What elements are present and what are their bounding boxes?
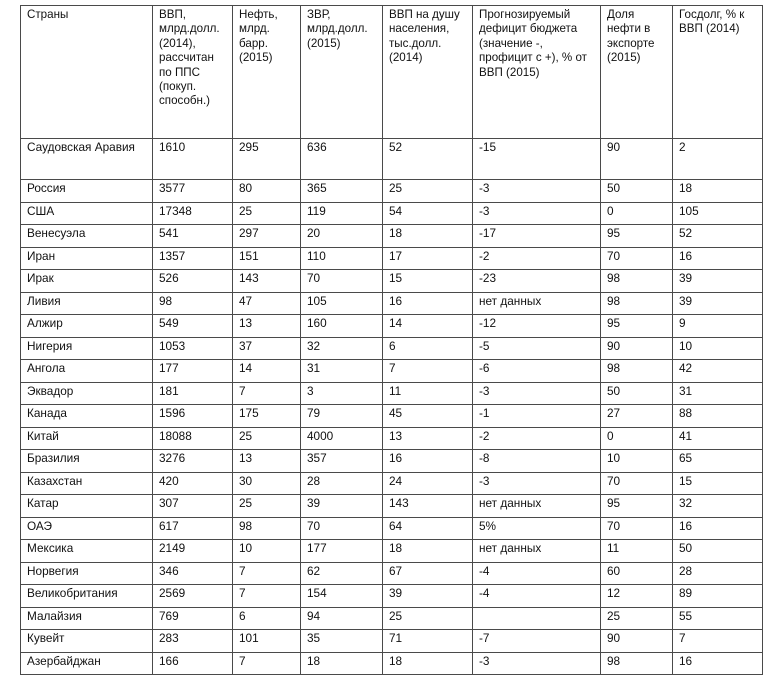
cell-gdp_pc: 25 <box>383 180 473 203</box>
column-header-deficit: Прогнозируемый дефицит бюджета (значение -, профицит с +), % от ВВП (2015) <box>473 6 601 139</box>
table-row <box>21 540 763 563</box>
cell-deficit: -12 <box>473 315 601 338</box>
cell-deficit: -2 <box>473 247 601 270</box>
cell-gdp_ppp: 541 <box>153 225 233 248</box>
cell-debt: 39 <box>673 270 763 293</box>
cell-deficit: -6 <box>473 360 601 383</box>
cell-gdp_ppp: 2149 <box>153 540 233 563</box>
cell-gdp_pc: 6 <box>383 337 473 360</box>
cell-reserves: 70 <box>301 517 383 540</box>
cell-gdp_pc: 16 <box>383 450 473 473</box>
cell-oil_share: 95 <box>601 315 673 338</box>
cell-gdp_ppp: 3276 <box>153 450 233 473</box>
cell-deficit: -3 <box>473 382 601 405</box>
cell-oil_share: 95 <box>601 495 673 518</box>
column-header-gdp_pc: ВВП на душу населения, тыс.долл. (2014) <box>383 6 473 139</box>
column-header-country: Страны <box>21 6 153 139</box>
cell-country: Алжир <box>21 315 153 338</box>
cell-debt: 16 <box>673 652 763 675</box>
cell-oil_share: 50 <box>601 180 673 203</box>
cell-deficit: -4 <box>473 585 601 608</box>
cell-gdp_ppp: 1596 <box>153 405 233 428</box>
cell-gdp_ppp: 177 <box>153 360 233 383</box>
cell-reserves: 28 <box>301 472 383 495</box>
cell-oil: 13 <box>233 315 301 338</box>
table-row <box>21 585 763 608</box>
cell-country: Казахстан <box>21 472 153 495</box>
cell-country: Мексика <box>21 540 153 563</box>
table-row <box>21 360 763 383</box>
cell-gdp_ppp: 181 <box>153 382 233 405</box>
cell-debt: 28 <box>673 562 763 585</box>
cell-oil: 25 <box>233 495 301 518</box>
cell-debt: 32 <box>673 495 763 518</box>
table-row <box>21 405 763 428</box>
cell-oil_share: 70 <box>601 247 673 270</box>
cell-deficit: -7 <box>473 630 601 653</box>
cell-debt: 41 <box>673 427 763 450</box>
cell-reserves: 177 <box>301 540 383 563</box>
column-header-debt: Госдолг, % к ВВП (2014) <box>673 6 763 139</box>
cell-oil_share: 90 <box>601 630 673 653</box>
data-table-container <box>20 5 762 668</box>
cell-debt: 7 <box>673 630 763 653</box>
cell-oil: 6 <box>233 607 301 630</box>
cell-oil_share: 98 <box>601 270 673 293</box>
table-row <box>21 630 763 653</box>
cell-oil: 25 <box>233 427 301 450</box>
cell-country: Саудовская Аравия <box>21 139 153 180</box>
cell-deficit: -15 <box>473 139 601 180</box>
cell-gdp_ppp: 283 <box>153 630 233 653</box>
cell-oil_share: 70 <box>601 472 673 495</box>
cell-reserves: 357 <box>301 450 383 473</box>
cell-oil: 14 <box>233 360 301 383</box>
cell-debt: 89 <box>673 585 763 608</box>
cell-gdp_pc: 16 <box>383 292 473 315</box>
table-row <box>21 270 763 293</box>
cell-reserves: 4000 <box>301 427 383 450</box>
cell-oil_share: 98 <box>601 292 673 315</box>
cell-deficit: -5 <box>473 337 601 360</box>
cell-debt: 65 <box>673 450 763 473</box>
cell-country: Эквадор <box>21 382 153 405</box>
cell-gdp_pc: 13 <box>383 427 473 450</box>
cell-oil: 175 <box>233 405 301 428</box>
cell-deficit <box>473 607 601 630</box>
cell-reserves: 79 <box>301 405 383 428</box>
table-row <box>21 607 763 630</box>
table-header <box>21 6 763 139</box>
cell-gdp_ppp: 769 <box>153 607 233 630</box>
cell-oil_share: 98 <box>601 652 673 675</box>
cell-oil: 101 <box>233 630 301 653</box>
cell-oil: 297 <box>233 225 301 248</box>
cell-reserves: 62 <box>301 562 383 585</box>
cell-deficit: 5% <box>473 517 601 540</box>
cell-oil_share: 60 <box>601 562 673 585</box>
table-row <box>21 337 763 360</box>
cell-oil_share: 50 <box>601 382 673 405</box>
cell-gdp_pc: 18 <box>383 540 473 563</box>
cell-country: Венесуэла <box>21 225 153 248</box>
cell-reserves: 20 <box>301 225 383 248</box>
cell-deficit: -3 <box>473 180 601 203</box>
cell-debt: 52 <box>673 225 763 248</box>
cell-deficit: нет данных <box>473 495 601 518</box>
table-row <box>21 202 763 225</box>
cell-reserves: 160 <box>301 315 383 338</box>
cell-deficit: -3 <box>473 202 601 225</box>
cell-gdp_ppp: 2569 <box>153 585 233 608</box>
cell-oil: 13 <box>233 450 301 473</box>
cell-gdp_pc: 15 <box>383 270 473 293</box>
cell-gdp_pc: 64 <box>383 517 473 540</box>
cell-debt: 9 <box>673 315 763 338</box>
cell-reserves: 154 <box>301 585 383 608</box>
cell-gdp_pc: 143 <box>383 495 473 518</box>
table-row <box>21 315 763 338</box>
cell-gdp_ppp: 17348 <box>153 202 233 225</box>
cell-deficit: -23 <box>473 270 601 293</box>
cell-reserves: 119 <box>301 202 383 225</box>
cell-debt: 50 <box>673 540 763 563</box>
table-body <box>21 139 763 675</box>
cell-gdp_pc: 39 <box>383 585 473 608</box>
cell-deficit: -2 <box>473 427 601 450</box>
cell-debt: 55 <box>673 607 763 630</box>
cell-country: Россия <box>21 180 153 203</box>
cell-country: Кувейт <box>21 630 153 653</box>
cell-debt: 2 <box>673 139 763 180</box>
cell-gdp_ppp: 420 <box>153 472 233 495</box>
cell-country: ОАЭ <box>21 517 153 540</box>
cell-reserves: 110 <box>301 247 383 270</box>
cell-country: Азербайджан <box>21 652 153 675</box>
cell-gdp_ppp: 346 <box>153 562 233 585</box>
cell-oil_share: 90 <box>601 139 673 180</box>
cell-debt: 10 <box>673 337 763 360</box>
cell-deficit: нет данных <box>473 540 601 563</box>
cell-country: Бразилия <box>21 450 153 473</box>
cell-oil: 98 <box>233 517 301 540</box>
table-row <box>21 495 763 518</box>
cell-gdp_pc: 45 <box>383 405 473 428</box>
cell-debt: 42 <box>673 360 763 383</box>
cell-gdp_ppp: 1053 <box>153 337 233 360</box>
cell-reserves: 70 <box>301 270 383 293</box>
cell-oil: 47 <box>233 292 301 315</box>
cell-reserves: 636 <box>301 139 383 180</box>
cell-debt: 105 <box>673 202 763 225</box>
column-header-oil: Нефть, млрд. барр. (2015) <box>233 6 301 139</box>
table-row <box>21 382 763 405</box>
table-row <box>21 562 763 585</box>
cell-oil: 7 <box>233 652 301 675</box>
cell-gdp_ppp: 307 <box>153 495 233 518</box>
cell-oil_share: 11 <box>601 540 673 563</box>
cell-deficit: -3 <box>473 472 601 495</box>
cell-oil: 295 <box>233 139 301 180</box>
cell-country: Великобритания <box>21 585 153 608</box>
cell-gdp_pc: 18 <box>383 225 473 248</box>
cell-debt: 16 <box>673 247 763 270</box>
cell-debt: 31 <box>673 382 763 405</box>
cell-debt: 39 <box>673 292 763 315</box>
cell-gdp_pc: 52 <box>383 139 473 180</box>
cell-deficit: -3 <box>473 652 601 675</box>
cell-oil: 37 <box>233 337 301 360</box>
table-row <box>21 517 763 540</box>
cell-oil_share: 0 <box>601 202 673 225</box>
table-row <box>21 247 763 270</box>
cell-debt: 16 <box>673 517 763 540</box>
cell-oil_share: 70 <box>601 517 673 540</box>
cell-gdp_pc: 7 <box>383 360 473 383</box>
cell-oil: 143 <box>233 270 301 293</box>
cell-country: Китай <box>21 427 153 450</box>
cell-country: Ливия <box>21 292 153 315</box>
cell-reserves: 365 <box>301 180 383 203</box>
cell-oil: 80 <box>233 180 301 203</box>
table-row <box>21 292 763 315</box>
cell-oil_share: 10 <box>601 450 673 473</box>
cell-oil: 7 <box>233 382 301 405</box>
cell-gdp_pc: 17 <box>383 247 473 270</box>
cell-reserves: 105 <box>301 292 383 315</box>
cell-oil: 25 <box>233 202 301 225</box>
cell-country: Иран <box>21 247 153 270</box>
cell-reserves: 39 <box>301 495 383 518</box>
cell-country: Малайзия <box>21 607 153 630</box>
table-row <box>21 427 763 450</box>
cell-oil: 151 <box>233 247 301 270</box>
cell-gdp_pc: 14 <box>383 315 473 338</box>
cell-reserves: 94 <box>301 607 383 630</box>
table-row <box>21 652 763 675</box>
cell-gdp_pc: 71 <box>383 630 473 653</box>
table-row <box>21 180 763 203</box>
column-header-gdp_ppp: ВВП, млрд.долл. (2014), рассчитан по ППС (покуп. способн.) <box>153 6 233 139</box>
cell-oil_share: 0 <box>601 427 673 450</box>
cell-country: Норвегия <box>21 562 153 585</box>
cell-oil_share: 12 <box>601 585 673 608</box>
cell-deficit: -17 <box>473 225 601 248</box>
cell-country: Канада <box>21 405 153 428</box>
cell-debt: 18 <box>673 180 763 203</box>
cell-country: Ирак <box>21 270 153 293</box>
table-row <box>21 225 763 248</box>
cell-gdp_pc: 18 <box>383 652 473 675</box>
cell-oil: 30 <box>233 472 301 495</box>
cell-oil_share: 25 <box>601 607 673 630</box>
cell-oil_share: 90 <box>601 337 673 360</box>
cell-gdp_ppp: 18088 <box>153 427 233 450</box>
cell-reserves: 3 <box>301 382 383 405</box>
cell-debt: 88 <box>673 405 763 428</box>
cell-gdp_pc: 67 <box>383 562 473 585</box>
cell-deficit: нет данных <box>473 292 601 315</box>
cell-deficit: -1 <box>473 405 601 428</box>
countries-oil-economy-table <box>20 5 763 675</box>
cell-gdp_ppp: 166 <box>153 652 233 675</box>
cell-reserves: 18 <box>301 652 383 675</box>
cell-debt: 15 <box>673 472 763 495</box>
cell-oil_share: 95 <box>601 225 673 248</box>
cell-gdp_ppp: 98 <box>153 292 233 315</box>
cell-gdp_ppp: 3577 <box>153 180 233 203</box>
cell-country: Катар <box>21 495 153 518</box>
cell-reserves: 32 <box>301 337 383 360</box>
cell-gdp_ppp: 526 <box>153 270 233 293</box>
column-header-reserves: ЗВР, млрд.долл. (2015) <box>301 6 383 139</box>
cell-oil_share: 98 <box>601 360 673 383</box>
cell-country: Нигерия <box>21 337 153 360</box>
cell-deficit: -4 <box>473 562 601 585</box>
cell-gdp_ppp: 617 <box>153 517 233 540</box>
cell-gdp_pc: 25 <box>383 607 473 630</box>
cell-gdp_pc: 24 <box>383 472 473 495</box>
cell-gdp_ppp: 549 <box>153 315 233 338</box>
column-header-oil_share: Доля нефти в экспорте (2015) <box>601 6 673 139</box>
cell-oil: 7 <box>233 562 301 585</box>
table-row <box>21 139 763 180</box>
table-row <box>21 450 763 473</box>
table-row <box>21 472 763 495</box>
cell-oil_share: 27 <box>601 405 673 428</box>
cell-deficit: -8 <box>473 450 601 473</box>
cell-oil: 10 <box>233 540 301 563</box>
cell-country: США <box>21 202 153 225</box>
cell-gdp_ppp: 1610 <box>153 139 233 180</box>
cell-gdp_ppp: 1357 <box>153 247 233 270</box>
cell-gdp_pc: 54 <box>383 202 473 225</box>
cell-reserves: 31 <box>301 360 383 383</box>
cell-country: Ангола <box>21 360 153 383</box>
cell-oil: 7 <box>233 585 301 608</box>
cell-gdp_pc: 11 <box>383 382 473 405</box>
table-header-row <box>21 6 763 139</box>
cell-reserves: 35 <box>301 630 383 653</box>
